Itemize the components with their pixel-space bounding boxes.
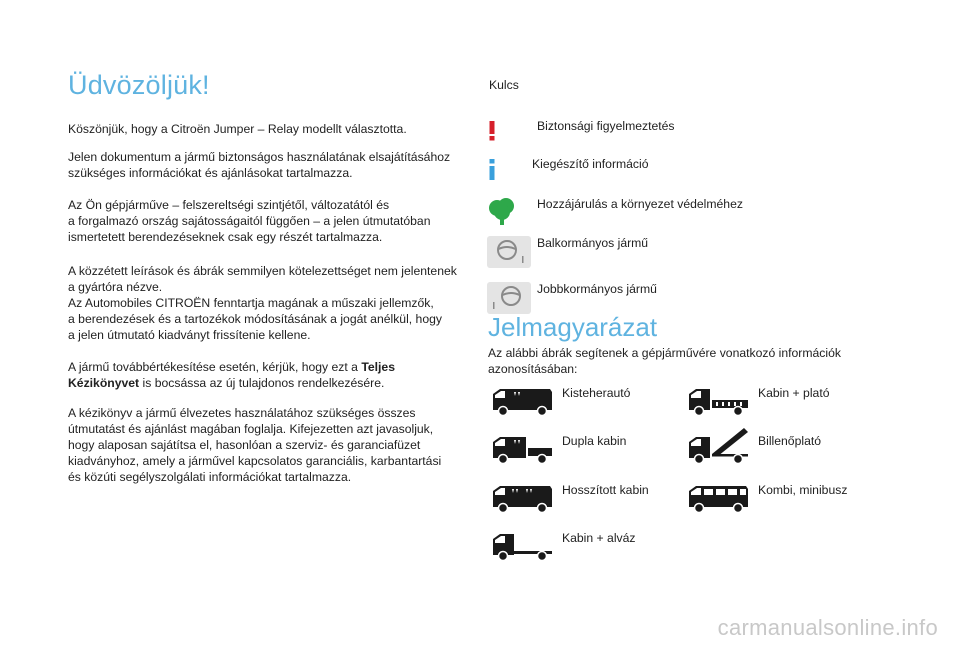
minibus-icon [686, 483, 750, 515]
legend-heading: Jelmagyarázat [488, 312, 658, 342]
purpose-paragraph: Jelen dokumentum a jármű biztonságos használatának elsajátításához szükséges információkat és ajánlásokat tartalmazza. [68, 150, 451, 180]
watermark: carmanualsonline.info [717, 615, 938, 640]
key-heading: Kulcs [489, 78, 519, 92]
vehicle-label: Dupla kabin [562, 434, 627, 448]
vehicle-item-chassis-cab [490, 531, 690, 571]
vehicle-label: Kabin + alváz [562, 531, 636, 545]
vehicle-item-long-cab [490, 483, 690, 523]
leaf-icon [487, 197, 517, 225]
page-title: Üdvözöljük! [68, 70, 210, 100]
chassis-cab-icon [490, 531, 554, 563]
vehicle-item-tipper [686, 426, 886, 466]
key-label: Hozzájárulás a környezet védelméhez [537, 197, 743, 211]
key-label: Jobbkormányos jármű [537, 282, 657, 296]
vehicle-item-minibus [686, 483, 886, 523]
steering-wheel-left-icon [487, 236, 531, 268]
disclaimer-paragraph: A közzétett leírások és ábrák semmilyen kötelezettséget nem jelentenek a gyártóra nézve. Az Automobiles CITROËN fenntartja magának a műszaki jellemzők, a berendezések és a tartozékok módosításának a jogát anélkül, hogy a jelen útmutató kiadványt frissítenie kellene. [68, 264, 457, 342]
vehicle-label: Hosszított kabin [562, 483, 649, 497]
intro-paragraph: Köszönjük, hogy a Citroën Jumper – Relay modellt választotta. [68, 122, 407, 136]
long-cab-icon [490, 483, 554, 515]
info-icon [487, 159, 497, 181]
key-item-rhd [487, 282, 787, 312]
tipper-icon [686, 426, 750, 466]
vehicle-item-platform [686, 386, 886, 426]
key-item-lhd [487, 236, 787, 266]
vehicle-item-crew-cab [490, 434, 690, 474]
vehicle-label: Kisteherautó [562, 386, 631, 400]
exclamation-icon [487, 121, 497, 141]
panel-van-icon [490, 386, 554, 418]
vehicle-item-panel-van [490, 386, 690, 426]
key-label: Kiegészítő információ [532, 157, 649, 171]
key-label: Balkormányos jármű [537, 236, 649, 250]
vehicle-label: Kabin + plató [758, 386, 830, 400]
vehicle-label: Kombi, minibusz [758, 483, 848, 497]
vehicle-label: Billenőplató [758, 434, 822, 448]
steering-wheel-right-icon [487, 282, 531, 314]
platform-cab-icon [686, 386, 750, 418]
key-item-info [487, 157, 787, 187]
key-label: Biztonsági figyelmeztetés [537, 119, 675, 133]
equipment-paragraph: Az Ön gépjárműve – felszereltségi szintjétől, változatától és a forgalmazó ország sajátosságaitól függően – a jelen útmutatóban ismertetett berendezéseknek csak egy részét tartalmazza. [68, 198, 431, 244]
key-item-warning [487, 119, 787, 149]
manual-paragraph: A kézikönyv a jármű élvezetes használatához szükséges összes útmutatást és ajánlást magában foglalja. Kifejezetten azt javasoljuk, hogy alaposan sajátítsa el, hasonlóan a szerviz- és garanciafüzet kiadványhoz, amely a járművel kapcsolatos garanciális, karbantartási és közúti segélyszolgálati információkat tartalmazza. [68, 406, 442, 484]
key-item-environment [487, 197, 787, 227]
resale-paragraph: A jármű továbbértékesítése esetén, kérjük, hogy ezt a Teljes Kézikönyvet is bocsássa az új tulajdonos rendelkezésére. [68, 360, 395, 390]
crew-cab-icon [490, 434, 554, 466]
legend-intro: Az alábbi ábrák segítenek a gépjárművére vonatkozó információk azonosításában: [488, 346, 841, 376]
